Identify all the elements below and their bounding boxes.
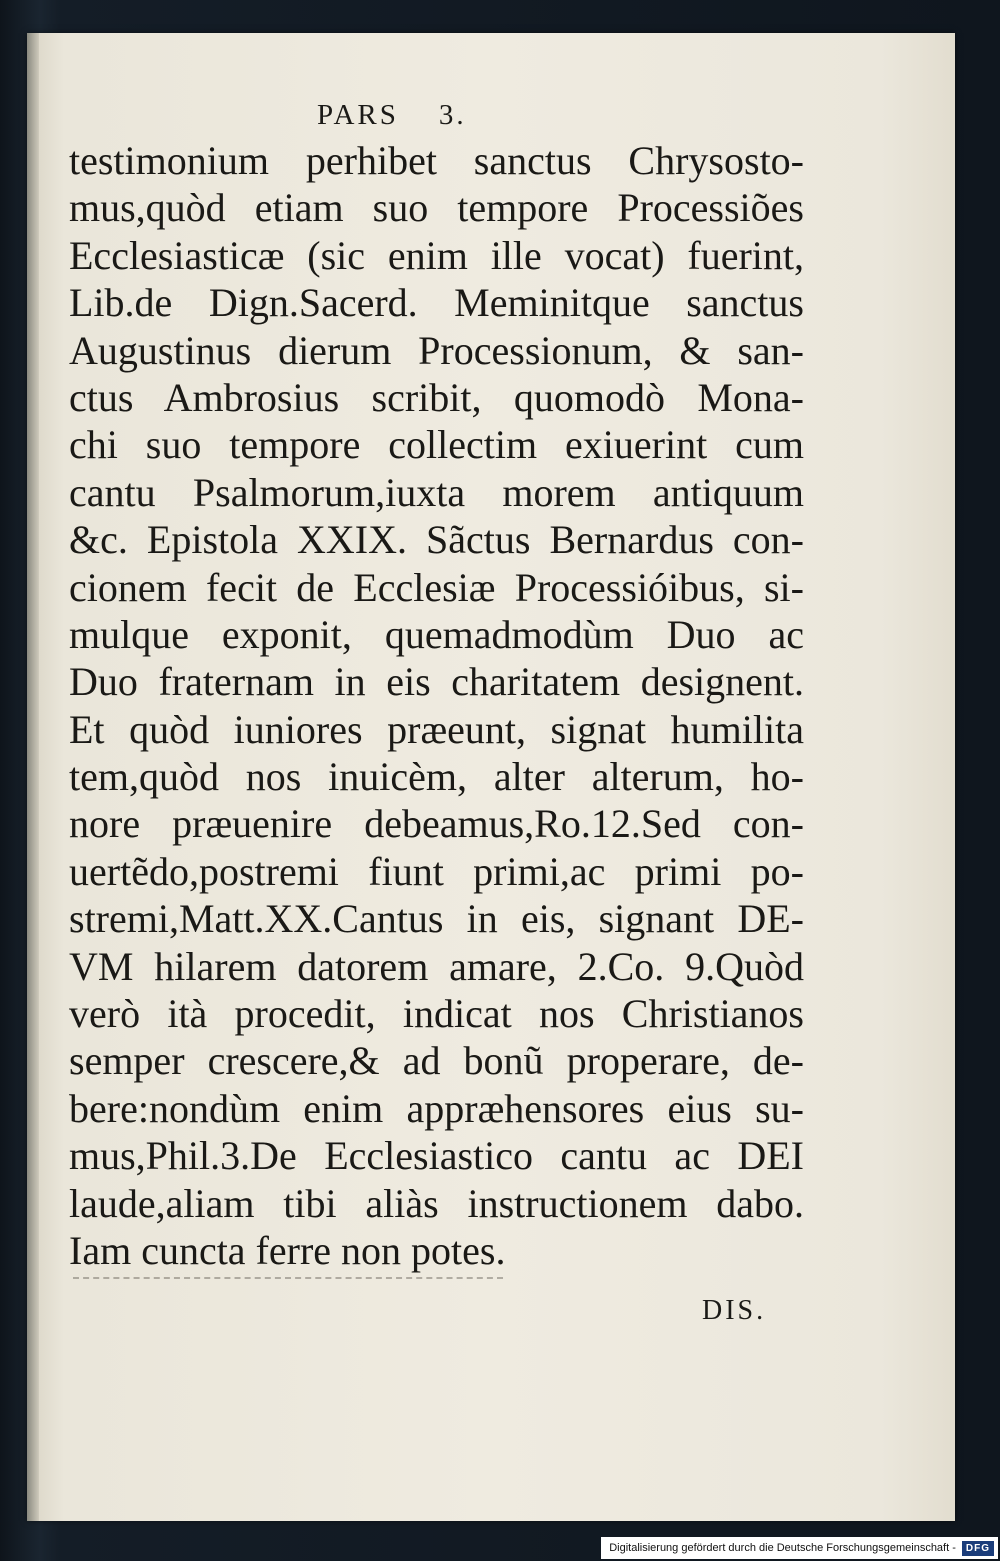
text-line: &c. Epistola XXIX. Sãctus Bernardus con- <box>69 517 804 563</box>
text-line: Ecclesiasticæ (sic enim ille vocat) fuerint, <box>69 232 804 278</box>
text-line: uertẽdo,postremi fiunt primi,ac primi po- <box>69 848 804 894</box>
text-line: VM hilarem datorem amare, 2.Co. 9.Quòd <box>69 943 804 989</box>
text-line: Lib.de Dign.Sacerd. Meminitque sanctus <box>69 280 804 326</box>
text-line: mus,quòd etiam suo tempore Processiões <box>69 185 804 231</box>
text-line-final: Iam cuncta ferre non potes. <box>69 1227 506 1273</box>
dfg-logo-icon: DFG <box>962 1541 994 1556</box>
text-line: cantu Psalmorum,iuxta morem antiquum <box>69 469 804 515</box>
text-line: cionem fecit de Ecclesiæ Processióibus, si- <box>69 564 804 610</box>
faint-dashed-rule <box>73 1277 503 1279</box>
text-line: mulque exponit, quemadmodùm Duo ac <box>69 611 804 657</box>
text-line: ctus Ambrosius scribit, quomodò Mona- <box>69 374 804 420</box>
text-line: Duo fraternam in eis charitatem designent. <box>69 659 804 705</box>
running-head <box>317 99 577 132</box>
text-line: Et quòd iuniores præeunt, signat humilita <box>69 706 804 752</box>
body-text <box>69 137 804 1274</box>
text-line: tem,quòd nos inuicèm, alter alterum, ho- <box>69 754 804 800</box>
text-line: Augustinus dierum Processionum, & san- <box>69 327 804 373</box>
text-line: nore præuenire debeamus,Ro.12.Sed con- <box>69 801 804 847</box>
text-line: mus,Phil.3.De Ecclesiastico cantu ac DEI <box>69 1133 804 1179</box>
page-number: 3. <box>438 99 467 131</box>
funding-credit: Digitalisierung gefördert durch die Deutsche Forschungsgemeinschaft - <box>609 1542 956 1554</box>
book-page <box>27 33 955 1521</box>
text-line: stremi,Matt.XX.Cantus in eis, signant DE- <box>69 896 804 942</box>
text-line: semper crescere,& ad bonũ properare, de- <box>69 1038 804 1084</box>
digitization-footer <box>601 1537 998 1559</box>
text-line: bere:nondùm enim appræhensores eius su- <box>69 1085 804 1131</box>
text-line: laude,aliam tibi aliàs instructionem dabo. <box>69 1180 804 1226</box>
text-line: verò ità procedit, indicat nos Christianos <box>69 991 804 1037</box>
page-gutter-edge <box>27 33 39 1521</box>
running-head-word: PARS <box>317 99 399 131</box>
text-line: chi suo tempore collectim exiuerint cum <box>69 422 804 468</box>
text-line: testimonium perhibet sanctus Chrysosto- <box>69 138 804 183</box>
catchword: DIS. <box>702 1295 767 1326</box>
